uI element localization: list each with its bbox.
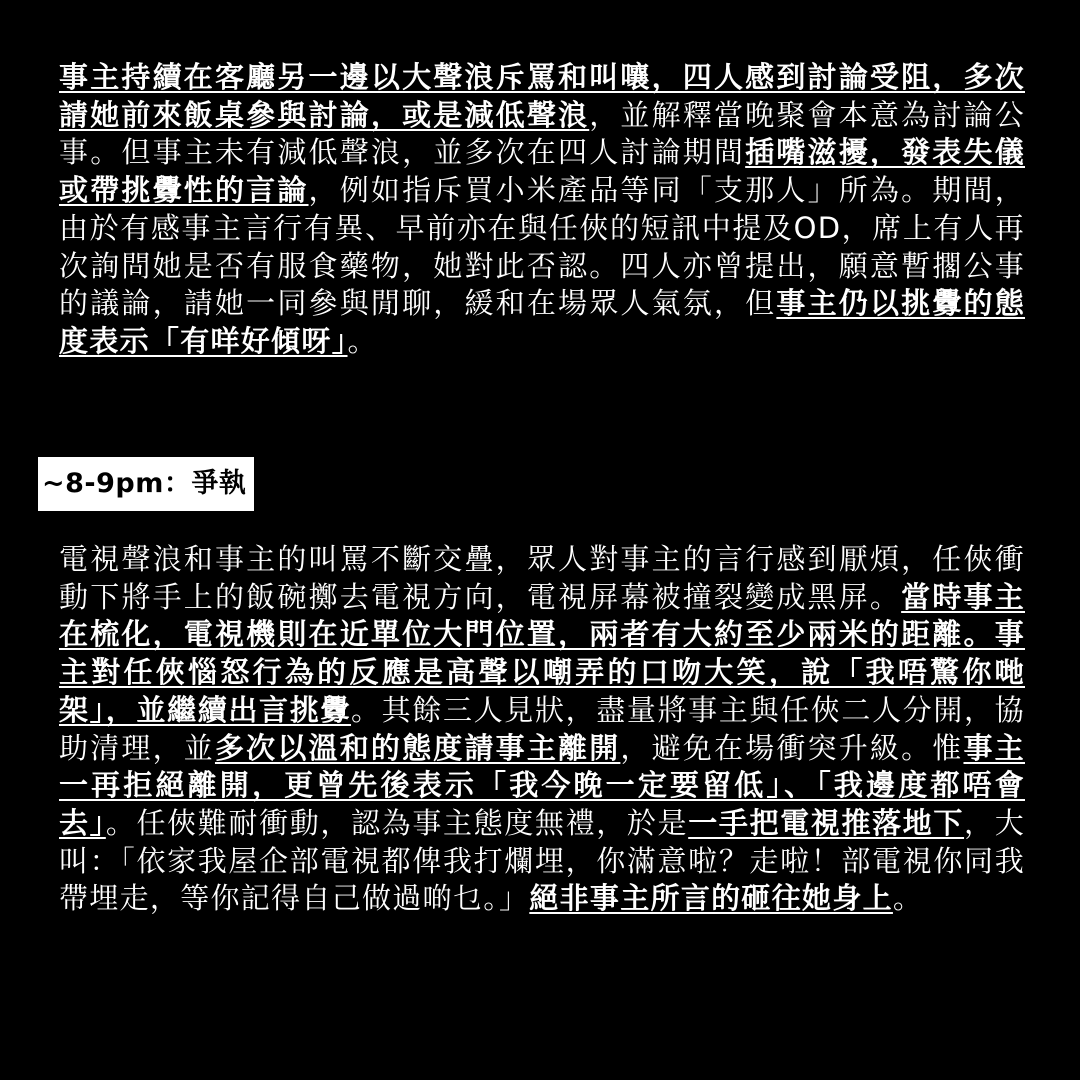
highlighted-text: 多次以溫和的態度請事主離開 [214,730,621,765]
body-text: ，避免在場衝突升級。惟 [620,730,964,765]
body-text: 。其餘三人見狀，盡量將事主與任俠二人分開，協助清理，並 [59,692,1025,765]
highlighted-text: 插嘴滋擾，發表失儀或帶挑釁性的言論 [59,135,1025,208]
body-text: ，並解釋當晚聚會本意為討論公事。但事主未有減低聲浪，並多次在四人討論期間 [59,97,1025,170]
highlighted-text: 一手把電視推落地下 [688,805,965,840]
body-text: 。 [347,323,378,358]
highlighted-text: 絕非事主所言的砸往她身上 [529,881,893,916]
body-text: ，大叫：「依家我屋企部電視都俾我打爛埋，你滿意啦？走啦！部電視你同我帶埋走，等你記得自己做過啲乜。」 [59,805,1025,916]
paragraph-1 [59,59,1025,361]
section-label: ~8-9pm：爭執 [38,457,254,511]
body-text: ，例如指斥買小米產品等同「支那人」所為。期間，由於有感事主言行有異、早前亦在與任俠的短訊中提及OD，席上有人再次詢問她是否有服食藥物，她對此否認。四人亦曾提出，願意暫擱公事的議論，請她一同參與閒聊，緩和在場眾人氣氛，但 [59,173,1026,321]
body-text: 電視聲浪和事主的叫罵不斷交疊，眾人對事主的言行感到厭煩，任俠衝動下將手上的飯碗擲去電視方向，電視屏幕被撞裂變成黑屏。 [59,542,1025,614]
highlighted-text: 事主仍以挑釁的態度表示「有咩好傾呀」 [59,286,1026,358]
paragraph-2 [59,541,1025,918]
highlighted-text: 事主持續在客廳另一邊以大聲浪斥罵和叫嚷，四人感到討論受阻，多次請她前來飯桌參與討論，或是減低聲浪 [59,60,1025,132]
body-text: 。 [892,881,924,916]
body-text: 。任俠難耐衝動，認為事主態度無禮，於是 [105,805,689,840]
highlighted-text: 事主一再拒絕離開，更曾先後表示「我今晚一定要留低」、「我邊度都唔會去」 [59,730,1025,840]
highlighted-text: 當時事主在梳化，電視機則在近單位大門位置，兩者有大約至少兩米的距離。事主對任俠惱怒行為的反應是高聲以嘲弄的口吻大笑，說「我唔驚你哋架」，並繼續出言挑釁 [59,579,1025,727]
